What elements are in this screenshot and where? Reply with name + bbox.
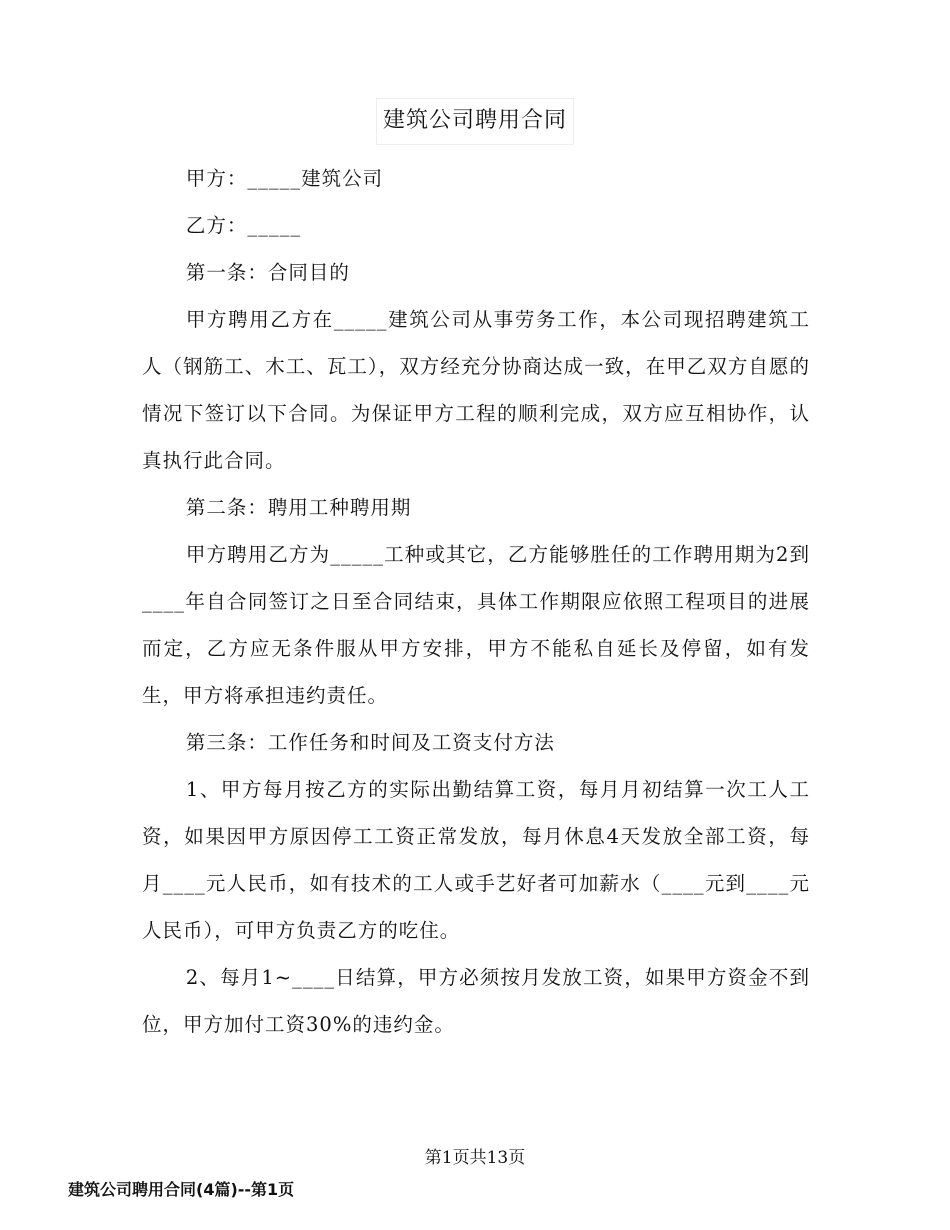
article-3-heading: 第三条：工作任务和时间及工资支付方法: [185, 731, 555, 754]
document-body: [142, 155, 810, 1048]
document-title: 建筑公司聘用合同: [376, 98, 574, 145]
article-3-clause-1: 1、甲方每月按乙方的实际出勤结算工资，每月月初结算一次工人工资，如果因甲方原因停工工资正常发放，每月休息4天发放全部工资，每月____元人民币，如有技术的工人或手艺好者可加薪水（____元到____元人民币），可甲方负责乙方的吃住。: [142, 778, 810, 942]
article-1-heading: 第一条：合同目的: [185, 261, 350, 284]
article-1-body: 甲方聘用乙方在_____建筑公司从事劳务工作，本公司现招聘建筑工人（钢筋工、木工、瓦工），双方经充分协商达成一致，在甲乙双方自愿的情况下签订以下合同。为保证甲方工程的顺利完成，双方应互相协作，认真执行此合同。: [142, 308, 810, 472]
party-b-line: 乙方：_____: [185, 214, 302, 237]
page-indicator: 第1页共13页: [424, 1148, 526, 1168]
party-a-line: 甲方：_____建筑公司: [185, 167, 384, 190]
title-container: [0, 98, 950, 145]
document-tag: 建筑公司聘用合同(4篇)--第1页: [68, 1180, 295, 1199]
article-2-body: 甲方聘用乙方为_____工种或其它，乙方能够胜任的工作聘用期为2到____年自合同签订之日至合同结束，具体工作期限应依照工程项目的进展而定，乙方应无条件服从甲方安排，甲方不能私自延长及停留，如有发生，甲方将承担违约责任。: [142, 543, 810, 707]
article-2-heading: 第二条：聘用工种聘用期: [185, 496, 412, 519]
article-3-clause-2: 2、每月1~____日结算，甲方必须按月发放工资，如果甲方资金不到位，甲方加付工资30%的违约金。: [142, 966, 810, 1036]
